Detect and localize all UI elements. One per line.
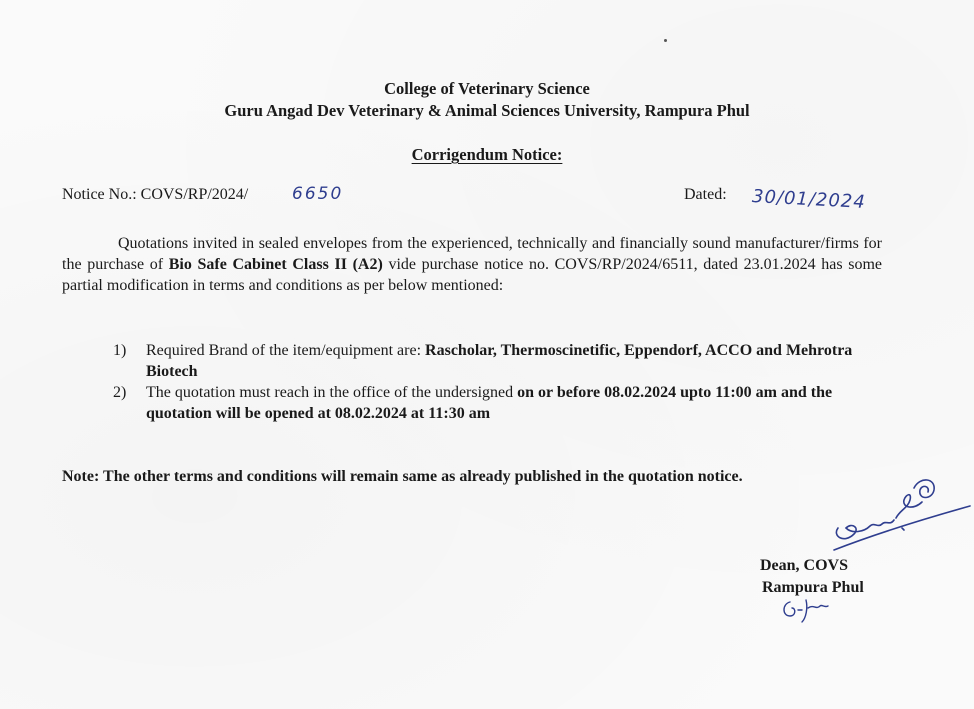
brands-list: Rascholar, Thermoscinetific, Eppendorf, ACCO and Mehrotra Biotech xyxy=(146,342,853,380)
notice-number-label: Notice No.: COVS/RP/2024/ xyxy=(62,186,249,203)
deadline-details: on or before 08.02.2024 upto 11:00 am and the quotation will be opened at 08.02.2024 at 11:30 am xyxy=(146,384,833,422)
institution-name: College of Veterinary Science xyxy=(384,79,590,98)
item-name: Bio Safe Cabinet Class II (A2) xyxy=(168,256,383,273)
signatory-place: Rampura Phul xyxy=(762,579,864,596)
initials-icon xyxy=(780,596,830,624)
deadline-label: The quotation must reach in the office of the undersigned xyxy=(146,384,518,401)
dated-label: Dated: xyxy=(684,186,727,203)
list-item-brands xyxy=(146,340,886,382)
handwritten-notice-number: 6650 xyxy=(292,184,344,204)
intro-text-2: vide purchase notice no. COVS/RP/2024/6511, dated 23.01.2024 has some partial modification in terms and conditions as per below mentioned: xyxy=(62,256,882,294)
list-number-2: 2) xyxy=(113,384,127,401)
brands-label: Required Brand of the item/equipment are: xyxy=(146,342,426,359)
note-text: Note: The other terms and conditions will remain same as already published in the quotation notice. xyxy=(62,468,743,485)
scan-speck xyxy=(664,39,667,42)
intro-text-1: Quotations invited in sealed envelopes from the experienced, technically and financially sound manufacturer/firms for the purchase of xyxy=(62,235,882,273)
intro-paragraph xyxy=(62,233,882,296)
signatory-block xyxy=(760,555,864,599)
signature-icon xyxy=(830,470,974,560)
university-name: Guru Angad Dev Veterinary & Animal Sciences University, Rampura Phul xyxy=(224,101,750,120)
handwritten-date: 30/01/2024 xyxy=(751,186,867,213)
notice-title: Corrigendum Notice: xyxy=(411,145,563,164)
list-number-1: 1) xyxy=(113,342,127,359)
list-item-deadline xyxy=(146,382,886,424)
signatory-title: Dean, COVS xyxy=(760,557,849,574)
